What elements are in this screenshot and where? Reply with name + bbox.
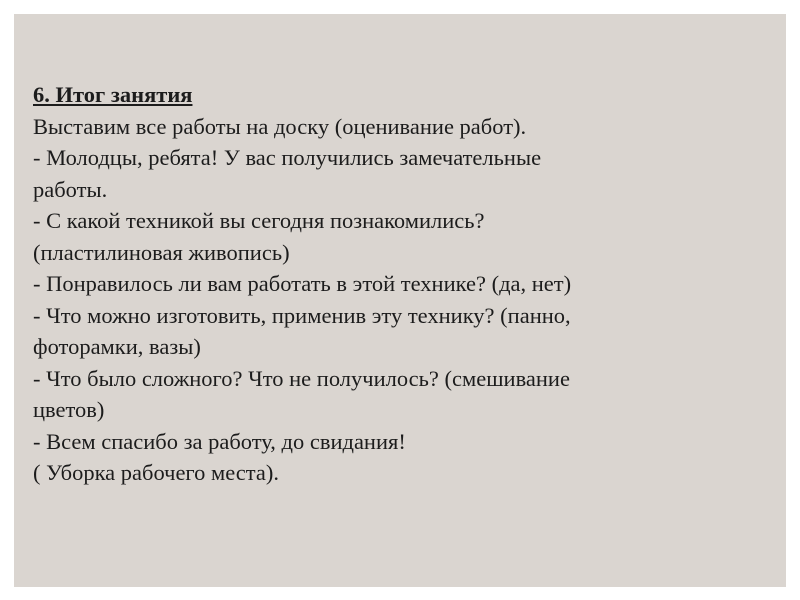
text-line: цветов) <box>33 397 105 422</box>
text-line: - Всем спасибо за работу, до свидания! <box>33 428 406 454</box>
text-line: работы. <box>33 176 108 202</box>
slide <box>14 14 786 587</box>
text-line: (пластилиновая живопись) <box>33 239 290 265</box>
text-line: - С какой техникой вы сегодня познакомились? <box>33 208 485 233</box>
text-line: - Что можно изготовить, применив эту технику? (панно, <box>33 302 571 328</box>
text-line: - Что было сложного? Что не получилось? (смешивание <box>33 365 570 391</box>
text-line: фоторамки, вазы) <box>33 334 201 359</box>
text-line: - Молодцы, ребята! У вас получились замечательные <box>33 145 542 170</box>
slide-text-body <box>33 79 773 489</box>
text-line: - Понравилось ли вам работать в этой технике? (да, нет) <box>33 271 572 296</box>
slide-heading: 6. Итог занятия <box>33 82 193 107</box>
text-line: ( Уборка рабочего места). <box>33 460 279 485</box>
text-line: Выставим все работы на доску (оценивание работ). <box>33 113 527 139</box>
